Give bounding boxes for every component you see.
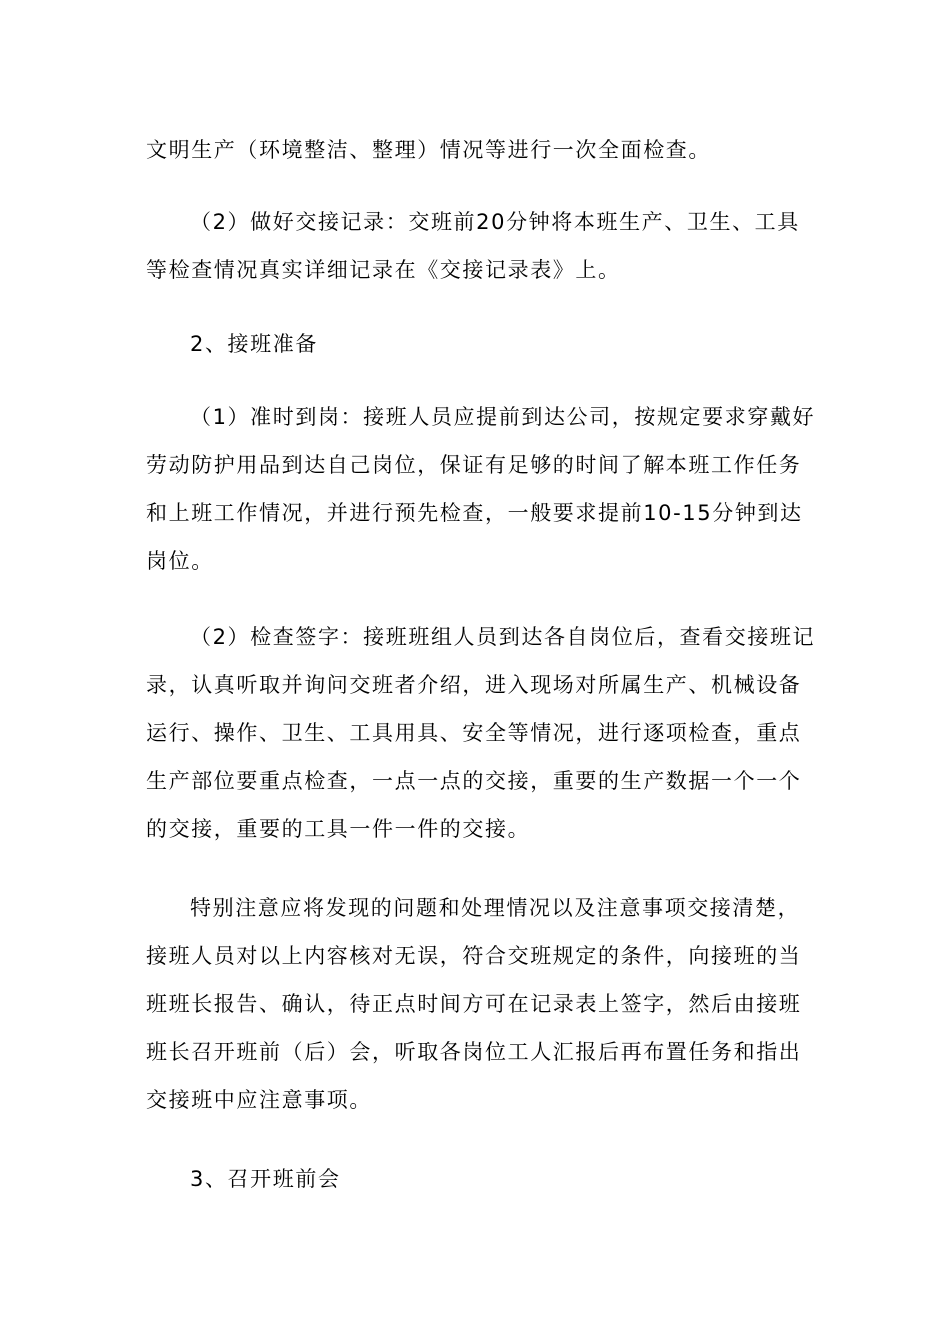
text-line: 班长召开班前（后）会，听取各岗位工人汇报后再布置任务和指出 — [146, 1040, 802, 1064]
heading-text: 2、接班准备 — [190, 332, 318, 356]
text-line: 的交接，重要的工具一件一件的交接。 — [146, 817, 531, 841]
paragraph-handover-record — [146, 198, 806, 294]
paragraph-on-time-arrival — [146, 393, 816, 585]
text-line: 录，认真听取并询问交班者介绍，进入现场对所属生产、机械设备 — [146, 673, 802, 697]
text-line: （2）做好交接记录：交班前20分钟将本班生产、卫生、工具 — [190, 210, 800, 234]
text-line: 和上班工作情况，并进行预先检查，一般要求提前10-15分钟到达 — [146, 501, 803, 525]
text-line: 文明生产（环境整洁、整理）情况等进行一次全面检查。 — [146, 138, 711, 162]
heading-text: 3、召开班前会 — [190, 1167, 341, 1191]
text-line: 岗位。 — [146, 549, 214, 573]
section-heading-shift-preparation — [146, 320, 806, 368]
section-heading-pre-shift-meeting — [146, 1155, 806, 1203]
text-line: 运行、操作、卫生、工具用具、安全等情况，进行逐项检查，重点 — [146, 721, 802, 745]
text-line: 交接班中应注意事项。 — [146, 1088, 372, 1112]
text-line: 接班人员对以上内容核对无误，符合交班规定的条件，向接班的当 — [146, 944, 802, 968]
text-line: 劳动防护用品到达自己岗位，保证有足够的时间了解本班工作任务 — [146, 453, 802, 477]
paragraph-check-and-sign — [146, 613, 816, 853]
text-line: （2）检查签字：接班班组人员到达各自岗位后，查看交接班记 — [190, 625, 816, 649]
text-line: （1）准时到岗：接班人员应提前到达公司，按规定要求穿戴好 — [190, 405, 816, 429]
paragraph-special-attention — [146, 884, 806, 1124]
text-line: 班班长报告、确认，待正点时间方可在记录表上签字，然后由接班 — [146, 992, 802, 1016]
text-line: 特别注意应将发现的问题和处理情况以及注意事项交接清楚， — [190, 896, 801, 920]
text-line: 等检查情况真实详细记录在《交接记录表》上。 — [146, 258, 621, 282]
paragraph-continuation — [146, 126, 806, 174]
text-line: 生产部位要重点检查，一点一点的交接，重要的生产数据一个一个 — [146, 769, 802, 793]
